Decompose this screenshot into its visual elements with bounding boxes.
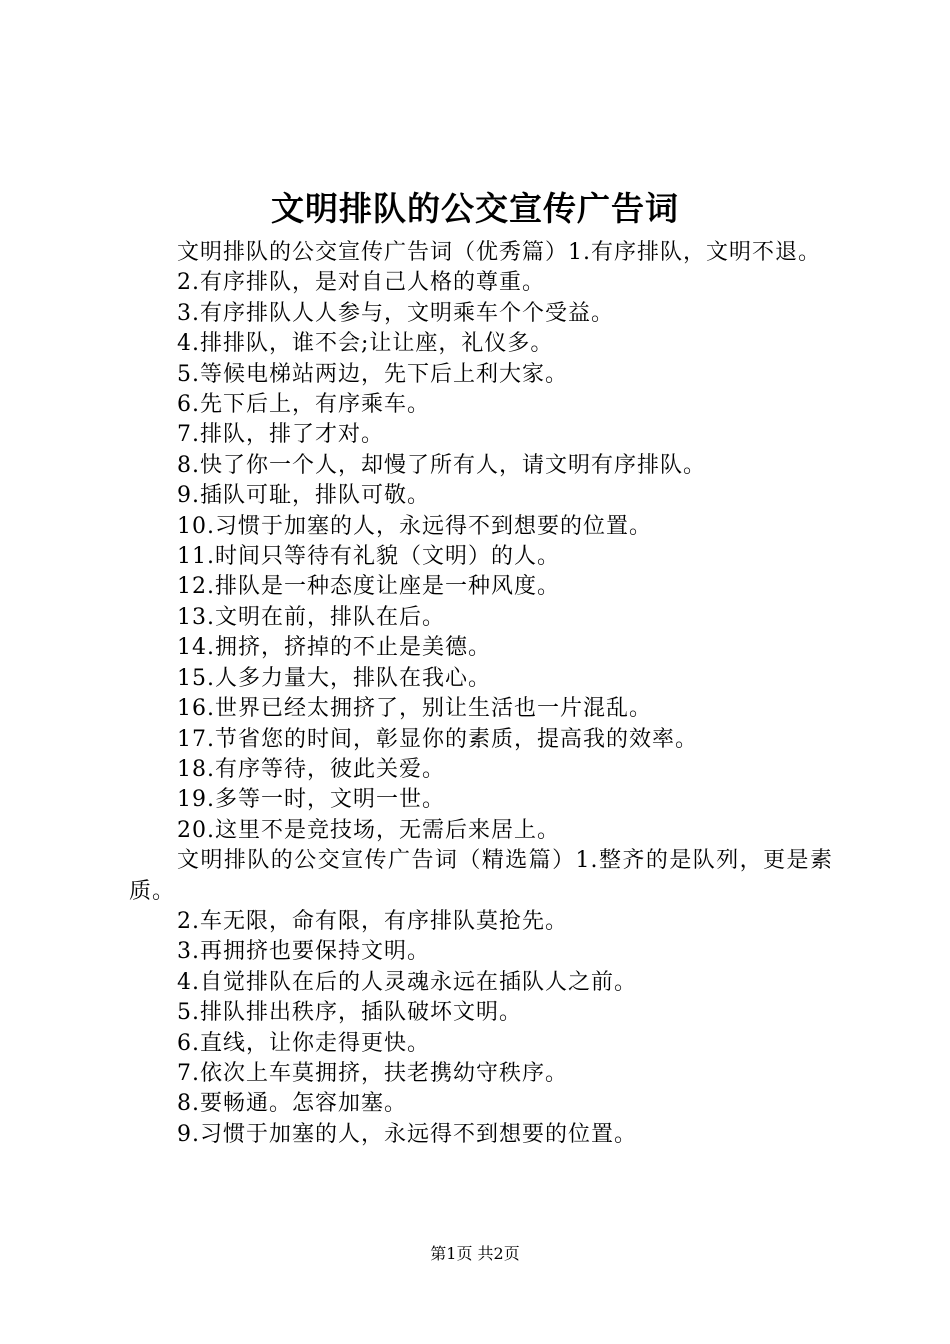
list-item: 8.要畅通。怎容加塞。 [177, 1091, 407, 1117]
list-item: 10.习惯于加塞的人，永远得不到想要的位置。 [177, 513, 652, 539]
list-item: 6.先下后上，有序乘车。 [177, 392, 430, 418]
list-item: 13.文明在前，排队在后。 [177, 604, 445, 630]
list-item: 2.有序排队，是对自己人格的尊重。 [177, 270, 545, 296]
list-item: 3.有序排队人人参与，文明乘车个个受益。 [177, 300, 614, 326]
document-body [129, 238, 833, 1150]
list-item: 11.时间只等待有礼貌（文明）的人。 [177, 544, 560, 570]
list-item: 6.直线，让你走得更快。 [177, 1030, 430, 1056]
list-item: 20.这里不是竞技场，无需后来居上。 [177, 817, 560, 843]
list-item: 5.排队排出秩序，插队破坏文明。 [177, 1000, 522, 1026]
list-item: 4.自觉排队在后的人灵魂永远在插队人之前。 [177, 969, 637, 995]
list-item: 18.有序等待，彼此关爱。 [177, 756, 445, 782]
document-title: 文明排队的公交宣传广告词 [271, 189, 679, 228]
list-item: 12.排队是一种态度让座是一种风度。 [177, 574, 560, 600]
list-item: 14.拥挤，挤掉的不止是美德。 [177, 635, 491, 661]
list-item: 5.等候电梯站两边，先下后上利大家。 [177, 361, 568, 387]
list-item: 15.人多力量大，排队在我心。 [177, 665, 491, 691]
list-item: 2.车无限，命有限，有序排队莫抢先。 [177, 908, 568, 934]
list-item: 7.依次上车莫拥挤，扶老携幼守秩序。 [177, 1060, 568, 1086]
list-item: 16.世界已经太拥挤了，别让生活也一片混乱。 [177, 696, 652, 722]
list-item: 3.再拥挤也要保持文明。 [177, 939, 430, 965]
list-item: 9.插队可耻，排队可敬。 [177, 483, 430, 509]
list-item: 8.快了你一个人，却慢了所有人，请文明有序排队。 [177, 452, 706, 478]
section1-intro: 文明排队的公交宣传广告词（优秀篇）1.有序排队，文明不退。 [177, 240, 821, 265]
list-item: 19.多等一时，文明一世。 [177, 787, 445, 813]
section2-intro: 文明排队的公交宣传广告词（精选篇）1.整齐的是队列，更是素质。 [129, 848, 833, 904]
list-item: 9.习惯于加塞的人，永远得不到想要的位置。 [177, 1121, 637, 1147]
list-item: 7.排队，排了才对。 [177, 422, 384, 448]
section1-list [129, 268, 833, 846]
page-number-footer: 第1页 共2页 [430, 1244, 520, 1263]
section2-list [129, 907, 833, 1150]
list-item: 4.排排队，谁不会;让让座，礼仪多。 [177, 331, 554, 357]
list-item: 17.节省您的时间，彰显你的素质，提高我的效率。 [177, 726, 698, 752]
